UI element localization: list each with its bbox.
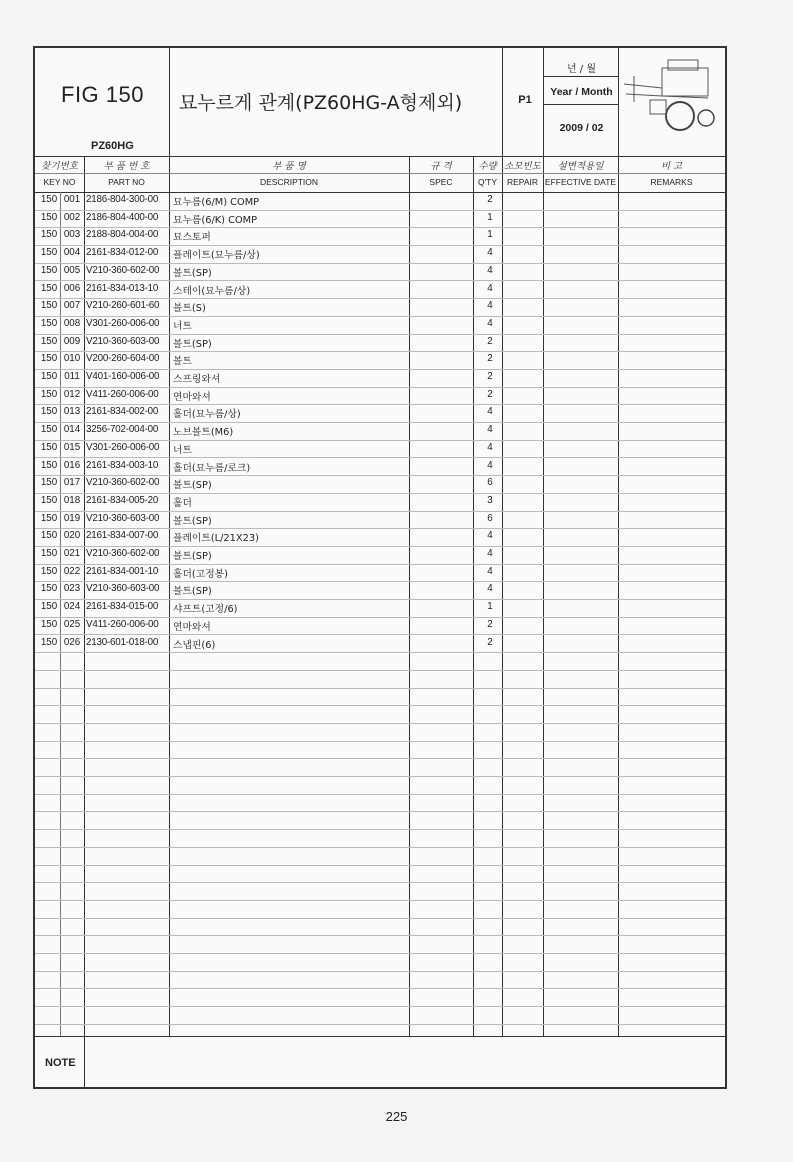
- row-quantity: 4: [487, 565, 493, 577]
- figure-number: FIG 150: [61, 82, 144, 107]
- row-description: 노브볼트(M6): [173, 427, 234, 439]
- col-key-ko: 찾기번호: [41, 161, 78, 172]
- row-fig-number: 150: [40, 194, 58, 205]
- row-description: 홀더(묘누름/상): [173, 409, 241, 421]
- col-repair-en: REPAIR: [506, 177, 539, 187]
- row-part-number: 2161-834-015-00: [86, 601, 159, 613]
- row-description: 볼트: [173, 356, 192, 368]
- row-description: 너트: [173, 444, 192, 456]
- table-row: [35, 829, 725, 848]
- row-part-number: 3256-702-004-00: [86, 424, 159, 436]
- table-row: [35, 635, 725, 654]
- row-part-number: 2161-834-001-10: [86, 565, 159, 577]
- row-part-number: V210-360-603-00: [86, 583, 160, 595]
- row-key-number: 026: [63, 636, 81, 648]
- table-row: [35, 882, 725, 901]
- table-row: [35, 865, 725, 884]
- header: [35, 48, 725, 157]
- row-key-number: 002: [63, 211, 81, 223]
- row-fig-number: 150: [40, 211, 58, 223]
- row-quantity: 4: [487, 247, 493, 259]
- row-quantity: 2: [487, 371, 493, 382]
- row-description: 연마와셔: [173, 621, 211, 633]
- row-fig-number: 150: [40, 548, 58, 559]
- row-part-number: V301-260-006-00: [86, 441, 160, 453]
- row-fig-number: 150: [40, 247, 58, 259]
- row-quantity: 1: [487, 211, 493, 223]
- row-part-number: V210-360-603-00: [86, 335, 160, 347]
- row-quantity: 2: [487, 388, 493, 400]
- row-quantity: 6: [487, 477, 493, 489]
- table-row: [35, 440, 725, 459]
- table-row: [35, 670, 725, 689]
- row-quantity: 4: [487, 264, 493, 276]
- table-row: [35, 475, 725, 494]
- table-row: [35, 493, 725, 512]
- row-part-number: V210-360-602-00: [86, 548, 160, 559]
- row-part-number: V301-260-006-00: [86, 317, 160, 329]
- col-qty-ko: 수량: [478, 161, 497, 172]
- table-row: [35, 812, 725, 831]
- table-row: [35, 741, 725, 760]
- row-quantity: 4: [487, 300, 493, 312]
- column-header: [35, 156, 725, 193]
- row-description: 홀더(묘누름/로크): [173, 462, 251, 474]
- table-row: [35, 918, 725, 937]
- row-description: 볼트(SP): [173, 551, 212, 562]
- row-part-number: V210-360-602-00: [86, 477, 160, 489]
- col-eff-ko: 설변적용일: [557, 161, 604, 172]
- table-row: [35, 1006, 725, 1025]
- table-row: [35, 652, 725, 671]
- page-code: P1: [518, 94, 532, 106]
- model-name: PZ60HG: [91, 140, 134, 152]
- row-description: 플레이트(L/21X23): [173, 533, 259, 545]
- row-fig-number: 150: [40, 583, 58, 595]
- col-desc-ko: 부 품 명: [272, 161, 306, 172]
- row-quantity: 2: [487, 194, 493, 205]
- row-key-number: 021: [63, 548, 81, 559]
- table-row: [35, 617, 725, 636]
- page-title: 묘누르게 관계(PZ60HG-A형제외): [179, 92, 463, 114]
- row-key-number: 019: [63, 512, 81, 524]
- table-row: [35, 458, 725, 477]
- table-row: [35, 227, 725, 246]
- table-row: [35, 581, 725, 600]
- row-fig-number: 150: [40, 388, 58, 400]
- col-key-en: KEY NO: [43, 177, 76, 187]
- table-row: [35, 971, 725, 990]
- row-fig-number: 150: [40, 353, 58, 365]
- row-description: 연마와셔: [173, 391, 211, 403]
- row-fig-number: 150: [40, 335, 58, 347]
- row-description: 홀더: [173, 497, 192, 509]
- col-eff-en: EFFECTIVE DATE: [544, 177, 617, 187]
- row-quantity: 4: [487, 441, 493, 453]
- row-fig-number: 150: [40, 264, 58, 276]
- table-row: [35, 316, 725, 335]
- row-quantity: 2: [487, 353, 493, 365]
- row-part-number: 2161-834-003-10: [86, 459, 159, 471]
- note-section: [35, 1036, 725, 1088]
- col-part-ko: 부 품 번 호: [103, 161, 150, 172]
- row-fig-number: 150: [40, 512, 58, 524]
- row-quantity: 4: [487, 548, 493, 559]
- table-row: [35, 245, 725, 264]
- row-part-number: V210-360-603-00: [86, 512, 160, 524]
- row-key-number: 008: [63, 317, 81, 329]
- row-fig-number: 150: [40, 406, 58, 418]
- col-repair-ko: 소모빈도: [504, 161, 541, 172]
- row-part-number: 2161-834-012-00: [86, 247, 159, 259]
- col-remarks-ko: 비 고: [660, 161, 683, 172]
- row-description: 너트: [173, 320, 192, 332]
- row-fig-number: 150: [40, 371, 58, 382]
- table-row: [35, 422, 725, 441]
- row-quantity: 4: [487, 459, 493, 471]
- row-key-number: 018: [63, 494, 81, 506]
- table-row: [35, 192, 725, 211]
- row-description: 볼트(SP): [173, 515, 212, 527]
- row-description: 볼트(SP): [173, 586, 212, 598]
- row-fig-number: 150: [40, 477, 58, 489]
- table-row: [35, 369, 725, 388]
- row-key-number: 011: [64, 371, 80, 382]
- row-description: 스프링와셔: [173, 374, 221, 385]
- row-description: 홀더(고정봉): [173, 568, 228, 580]
- row-fig-number: 150: [40, 494, 58, 506]
- row-description: 스테이(묘누름/상): [173, 285, 251, 297]
- row-key-number: 016: [63, 459, 81, 471]
- row-fig-number: 150: [40, 441, 58, 453]
- row-fig-number: 150: [40, 459, 58, 471]
- row-part-number: V210-260-601-60: [86, 300, 160, 312]
- row-quantity: 2: [487, 636, 493, 648]
- table-row: [35, 847, 725, 866]
- machine-illustration: [622, 54, 722, 138]
- row-key-number: 014: [63, 424, 81, 436]
- row-quantity: 3: [487, 494, 493, 506]
- row-fig-number: 150: [40, 530, 58, 542]
- row-fig-number: 150: [40, 601, 58, 613]
- row-part-number: V411-260-006-00: [86, 388, 159, 400]
- col-remarks-en: REMARKS: [650, 177, 693, 187]
- row-description: 스냅핀(6): [173, 639, 216, 651]
- row-key-number: 013: [63, 406, 81, 418]
- table-row: [35, 705, 725, 724]
- row-key-number: 009: [63, 335, 81, 347]
- table-row: [35, 599, 725, 618]
- row-quantity: 4: [487, 424, 493, 436]
- table-row: [35, 989, 725, 1008]
- year-month-label-ko: 년 / 월: [566, 64, 597, 75]
- row-fig-number: 150: [40, 317, 58, 329]
- row-part-number: 2188-804-004-00: [86, 229, 159, 241]
- col-desc-en: DESCRIPTION: [259, 177, 319, 187]
- table-row: [35, 935, 725, 954]
- row-description: 묘누름(6/M) COMP: [173, 197, 260, 208]
- row-quantity: 4: [487, 317, 493, 329]
- row-part-number: V411-260-006-00: [86, 618, 159, 630]
- row-key-number: 004: [63, 247, 81, 259]
- row-fig-number: 150: [40, 229, 58, 241]
- row-key-number: 005: [63, 264, 81, 276]
- table-row: [35, 210, 725, 229]
- table-row: [35, 351, 725, 370]
- row-quantity: 4: [487, 530, 493, 542]
- row-quantity: 2: [487, 335, 493, 347]
- table-row: [35, 298, 725, 317]
- row-key-number: 024: [63, 601, 81, 613]
- parts-list-sheet: [33, 46, 727, 1089]
- row-part-number: 2161-834-002-00: [86, 406, 159, 418]
- row-description: 묘누름(6/K) COMP: [173, 214, 258, 226]
- table-row: [35, 758, 725, 777]
- row-fig-number: 150: [40, 636, 58, 648]
- row-part-number: V200-260-604-00: [86, 353, 160, 365]
- table-row: [35, 688, 725, 707]
- row-part-number: V210-360-602-00: [86, 264, 160, 276]
- row-part-number: 2130-601-018-00: [86, 636, 159, 648]
- row-key-number: 006: [63, 282, 81, 294]
- row-part-number: 2161-834-013-10: [86, 282, 159, 294]
- col-spec-en: SPEC: [429, 177, 453, 187]
- table-row: [35, 564, 725, 583]
- row-description: 볼트(S): [173, 303, 206, 315]
- table-row: [35, 404, 725, 423]
- row-quantity: 4: [487, 406, 493, 418]
- row-part-number: V401-160-006-00: [86, 371, 160, 382]
- row-description: 볼트(SP): [173, 267, 212, 279]
- row-quantity: 1: [487, 229, 493, 241]
- row-fig-number: 150: [40, 282, 58, 294]
- page-number: 225: [385, 1109, 408, 1124]
- table-row: [35, 723, 725, 742]
- row-part-number: 2186-804-400-00: [86, 211, 159, 223]
- year-month-label-en: Year / Month: [550, 86, 613, 98]
- row-quantity: 4: [487, 583, 493, 595]
- row-key-number: 017: [63, 477, 81, 489]
- row-fig-number: 150: [40, 424, 58, 436]
- table-row: [35, 387, 725, 406]
- row-fig-number: 150: [40, 565, 58, 577]
- row-key-number: 023: [63, 583, 81, 595]
- table-row: [35, 794, 725, 813]
- table-row: [35, 511, 725, 530]
- year-month-value: 2009 / 02: [559, 122, 604, 134]
- row-key-number: 020: [63, 530, 81, 542]
- row-key-number: 007: [63, 300, 81, 312]
- row-fig-number: 150: [40, 618, 58, 630]
- col-spec-ko: 규 격: [430, 161, 452, 172]
- col-qty-en: Q'TY: [477, 177, 498, 187]
- table-row: [35, 263, 725, 282]
- row-part-number: 2186-804-300-00: [86, 194, 159, 205]
- row-part-number: 2161-834-005-20: [86, 494, 159, 506]
- table-row: [35, 900, 725, 919]
- row-key-number: 012: [63, 388, 81, 400]
- row-key-number: 010: [63, 353, 81, 365]
- row-quantity: 2: [487, 618, 493, 630]
- table-row: [35, 334, 725, 353]
- row-key-number: 001: [63, 194, 81, 205]
- note-label: NOTE: [45, 1057, 76, 1069]
- table-row: [35, 953, 725, 972]
- table-row: [35, 528, 725, 547]
- row-description: 볼트(SP): [173, 338, 212, 350]
- row-quantity: 6: [487, 512, 493, 524]
- row-description: 플레이트(묘누름/상): [173, 250, 260, 262]
- row-key-number: 025: [63, 618, 81, 630]
- row-fig-number: 150: [40, 300, 58, 312]
- row-description: 샤프트(고정/6): [173, 604, 238, 616]
- table-row: [35, 776, 725, 795]
- row-key-number: 015: [63, 441, 81, 453]
- parts-table-body: [35, 192, 725, 1036]
- table-row: [35, 546, 725, 565]
- row-part-number: 2161-834-007-00: [86, 530, 159, 542]
- table-row: [35, 281, 725, 300]
- col-part-en: PART NO: [108, 177, 145, 187]
- row-quantity: 1: [487, 601, 493, 613]
- row-description: 묘스토퍼: [173, 232, 211, 244]
- row-description: 볼트(SP): [173, 480, 212, 492]
- row-key-number: 003: [63, 229, 81, 241]
- row-key-number: 022: [63, 565, 81, 577]
- row-quantity: 4: [487, 282, 493, 294]
